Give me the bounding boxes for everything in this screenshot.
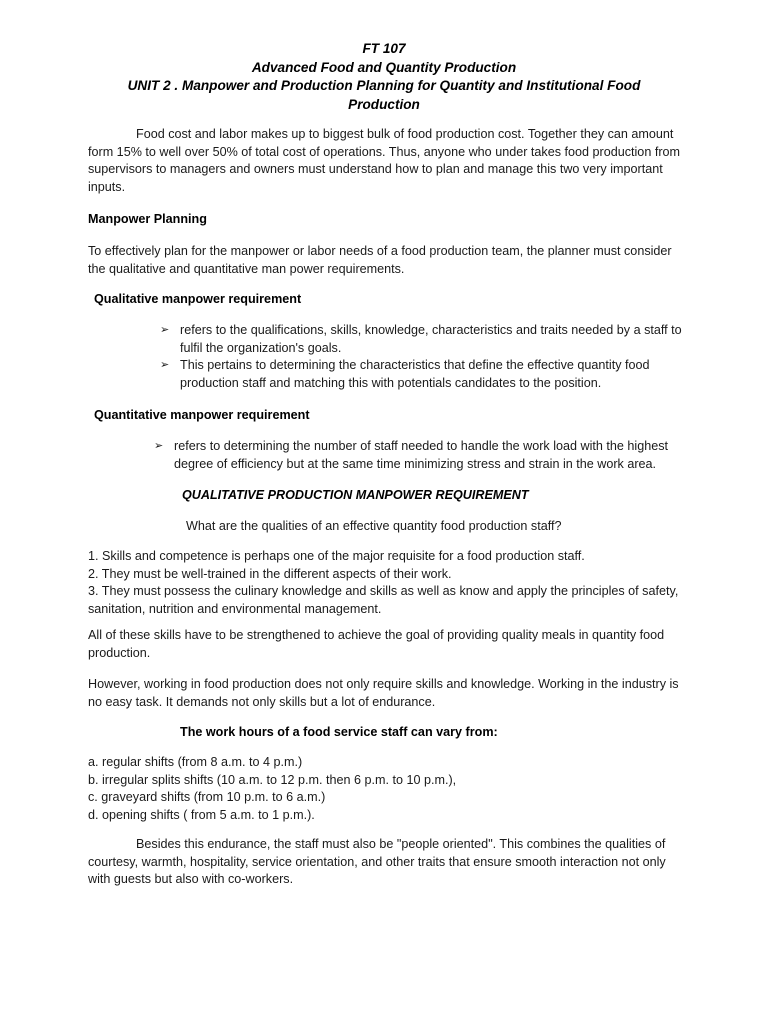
qualitative-heading: Qualitative manpower requirement — [94, 292, 302, 306]
endurance-paragraph: However, working in food production does not only require skills and knowledge. Working in the industry is no easy task. It demands not only skills but a lot of endurance. — [88, 677, 679, 709]
closing-paragraph: Besides this endurance, the staff must also be "people oriented". This combines the qualities of courtesy, warmth, hospitality, service orientation, and other traits that ensure smooth interaction not only with guests but also with co-workers. — [88, 837, 666, 886]
shifts-list — [88, 754, 688, 824]
manpower-planning-heading: Manpower Planning — [88, 212, 207, 226]
list-item: b. irregular splits shifts (10 a.m. to 12 p.m. then 6 p.m. to 10 p.m.), — [88, 772, 457, 787]
bullet-text: This pertains to determining the characteristics that define the effective quantity food production staff and matching this with potentials candidates to the position. — [180, 358, 650, 390]
qpmr-question: What are the qualities of an effective quantity food production staff? — [186, 519, 562, 533]
qpmr-heading: QUALITATIVE PRODUCTION MANPOWER REQUIREMENT — [182, 488, 529, 502]
unit-title-cont: Production — [348, 96, 420, 112]
qualities-list — [88, 548, 688, 618]
list-item: 2. They must be well-trained in the different aspects of their work. — [88, 566, 452, 581]
work-hours-heading: The work hours of a food service staff can vary from: — [180, 725, 498, 739]
manpower-planning-text: To effectively plan for the manpower or labor needs of a food production team, the planner must consider the qualitative and quantitative man power requirements. — [88, 244, 672, 276]
arrow-bullet-icon: ➢ — [160, 359, 170, 371]
list-item: 1. Skills and competence is perhaps one of the major requisite for a food production staff. — [88, 549, 585, 563]
list-item: d. opening shifts ( from 5 a.m. to 1 p.m.). — [88, 807, 315, 822]
list-item: c. graveyard shifts (from 10 p.m. to 6 a.m.) — [88, 790, 326, 804]
skills-paragraph: All of these skills have to be strengthened to achieve the goal of providing quality meals in quantity food production. — [88, 628, 665, 660]
arrow-bullet-icon: ➢ — [160, 324, 170, 336]
intro-paragraph: Food cost and labor makes up to biggest bulk of food production cost. Together they can amount form 15% to well over 50% of total cost of operations. Thus, anyone who under takes food production from supervisors to managers and owners must understand how to plan and manage this two very important inputs. — [88, 127, 681, 194]
list-item: 3. They must possess the culinary knowledge and skills as well as know and apply the principles of safety, sanitation, nutrition and environmental management. — [88, 584, 679, 616]
quantitative-heading: Quantitative manpower requirement — [94, 408, 310, 422]
bullet-text: refers to the qualifications, skills, knowledge, characteristics and traits needed by a staff to fulfil the organization's goals. — [180, 323, 682, 355]
qualitative-bullet-1 — [160, 322, 700, 358]
bullet-text: refers to determining the number of staff needed to handle the work load with the highest degree of efficiency but at the same time minimizing stress and strain in the work area. — [174, 439, 669, 471]
qualitative-bullet-2 — [160, 357, 700, 393]
unit-title: UNIT 2 . Manpower and Production Planning for Quantity and Institutional Food — [127, 78, 641, 93]
quantitative-bullet-1 — [154, 438, 694, 474]
course-code: FT 107 — [362, 41, 406, 56]
course-name: Advanced Food and Quantity Production — [251, 59, 517, 75]
arrow-bullet-icon: ➢ — [154, 440, 164, 452]
document-title — [60, 40, 708, 114]
list-item: a. regular shifts (from 8 a.m. to 4 p.m.) — [88, 755, 303, 769]
